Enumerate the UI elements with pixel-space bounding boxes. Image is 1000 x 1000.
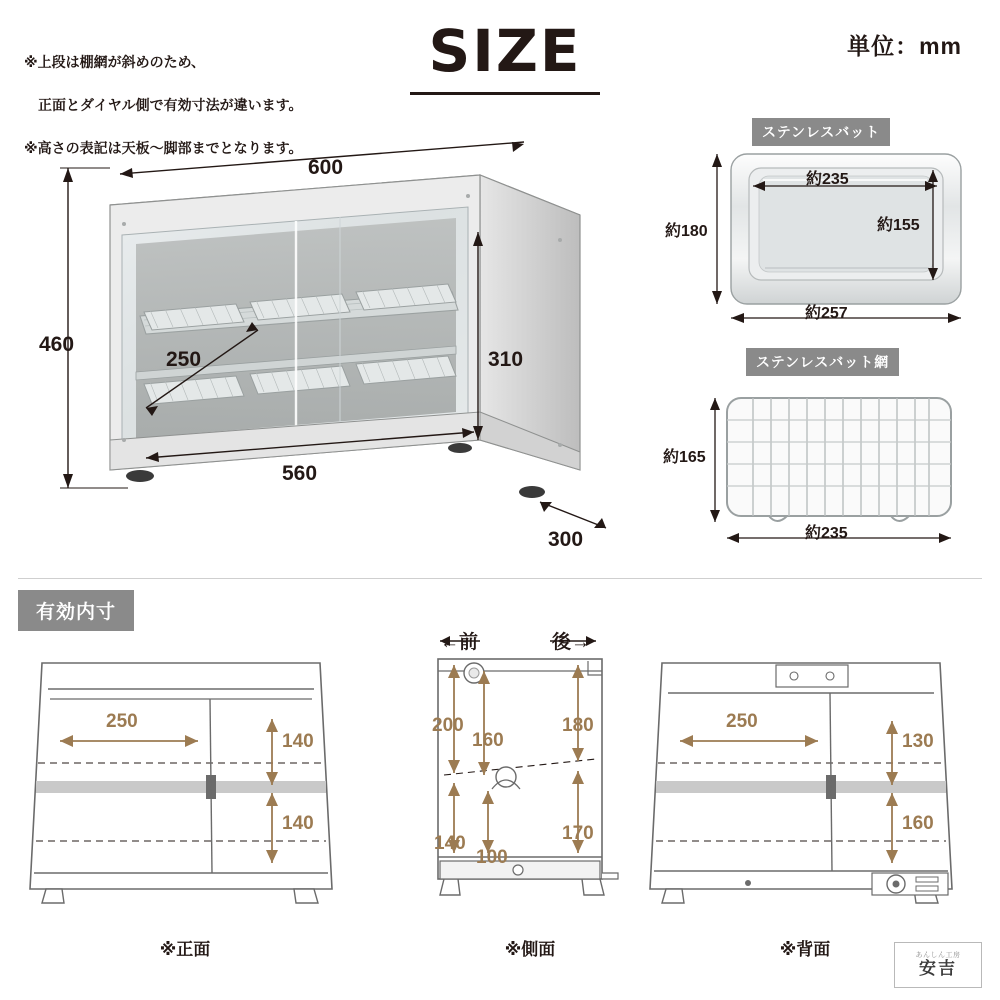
label-back-arrow: 後→ — [552, 632, 591, 653]
dim-pan-inner-width: 約235 — [806, 171, 849, 188]
dim-rack-height: 約165 — [663, 449, 706, 466]
dim-side-front-lower-inner: 100 — [476, 847, 508, 868]
front-view-illustration — [20, 645, 350, 925]
dim-depth-300: 300 — [548, 528, 584, 551]
caption-front: ※正面 — [159, 940, 211, 959]
dim-depth-250: 250 — [166, 348, 202, 371]
page-title-text: SIZE — [428, 17, 582, 85]
part-label-pan: ステンレスバット — [752, 118, 890, 146]
note-line-2: 正面とダイヤル側で有効寸法が違います。 — [24, 97, 303, 114]
pan-rack-figure — [665, 372, 985, 562]
page-title — [410, 17, 600, 95]
dim-back-width: 250 — [726, 711, 758, 732]
back-view-illustration — [640, 645, 970, 925]
front-view-figure — [20, 645, 350, 925]
title-underline — [410, 92, 600, 95]
dim-back-upper: 130 — [902, 731, 934, 752]
side-view-illustration — [410, 625, 640, 925]
watermark-top-text: あんしん工房 — [915, 951, 961, 959]
dim-pan-outer-width: 約257 — [805, 305, 848, 322]
note-line-3: ※高さの表記は天板〜脚部までとなります。 — [24, 140, 303, 157]
dim-side-front-upper-inner: 160 — [472, 730, 504, 751]
dim-back-lower: 160 — [902, 813, 934, 834]
part-label-rack: ステンレスバット網 — [746, 348, 899, 376]
back-view-figure — [640, 645, 970, 925]
dim-side-back-lower: 170 — [562, 823, 594, 844]
main-product-figure — [40, 140, 640, 570]
dim-front-upper: 140 — [282, 731, 314, 752]
dim-width-560: 560 — [282, 462, 318, 485]
label-front-arrow: ←前 — [440, 632, 479, 653]
dim-side-front-lower: 140 — [434, 833, 466, 854]
dim-front-width: 250 — [106, 711, 138, 732]
dim-pan-inner-height: 約155 — [877, 217, 920, 234]
note-line-1: ※上段は棚網が斜めのため、 — [24, 53, 206, 70]
dim-pan-outer-height: 約180 — [665, 223, 708, 240]
dim-front-lower: 140 — [282, 813, 314, 834]
stainless-pan-figure — [665, 140, 985, 330]
dim-side-back-upper: 180 — [562, 715, 594, 736]
caption-back: ※背面 — [779, 940, 831, 959]
section-divider — [18, 578, 982, 579]
warmer-illustration — [40, 140, 640, 570]
inner-dimension-section-label: 有効内寸 — [18, 590, 134, 631]
dim-glass-310: 310 — [488, 348, 524, 371]
dim-side-front-upper: 200 — [432, 715, 464, 736]
dim-rack-width: 約235 — [805, 525, 848, 542]
dim-width-600: 600 — [308, 156, 344, 179]
dim-height-460: 460 — [39, 333, 75, 356]
watermark-main-text: 安吉 — [919, 958, 957, 978]
caption-side: ※側面 — [504, 940, 556, 959]
unit-label: 単位：mm — [847, 33, 962, 59]
watermark-logo — [894, 942, 982, 988]
side-view-figure — [410, 625, 640, 925]
